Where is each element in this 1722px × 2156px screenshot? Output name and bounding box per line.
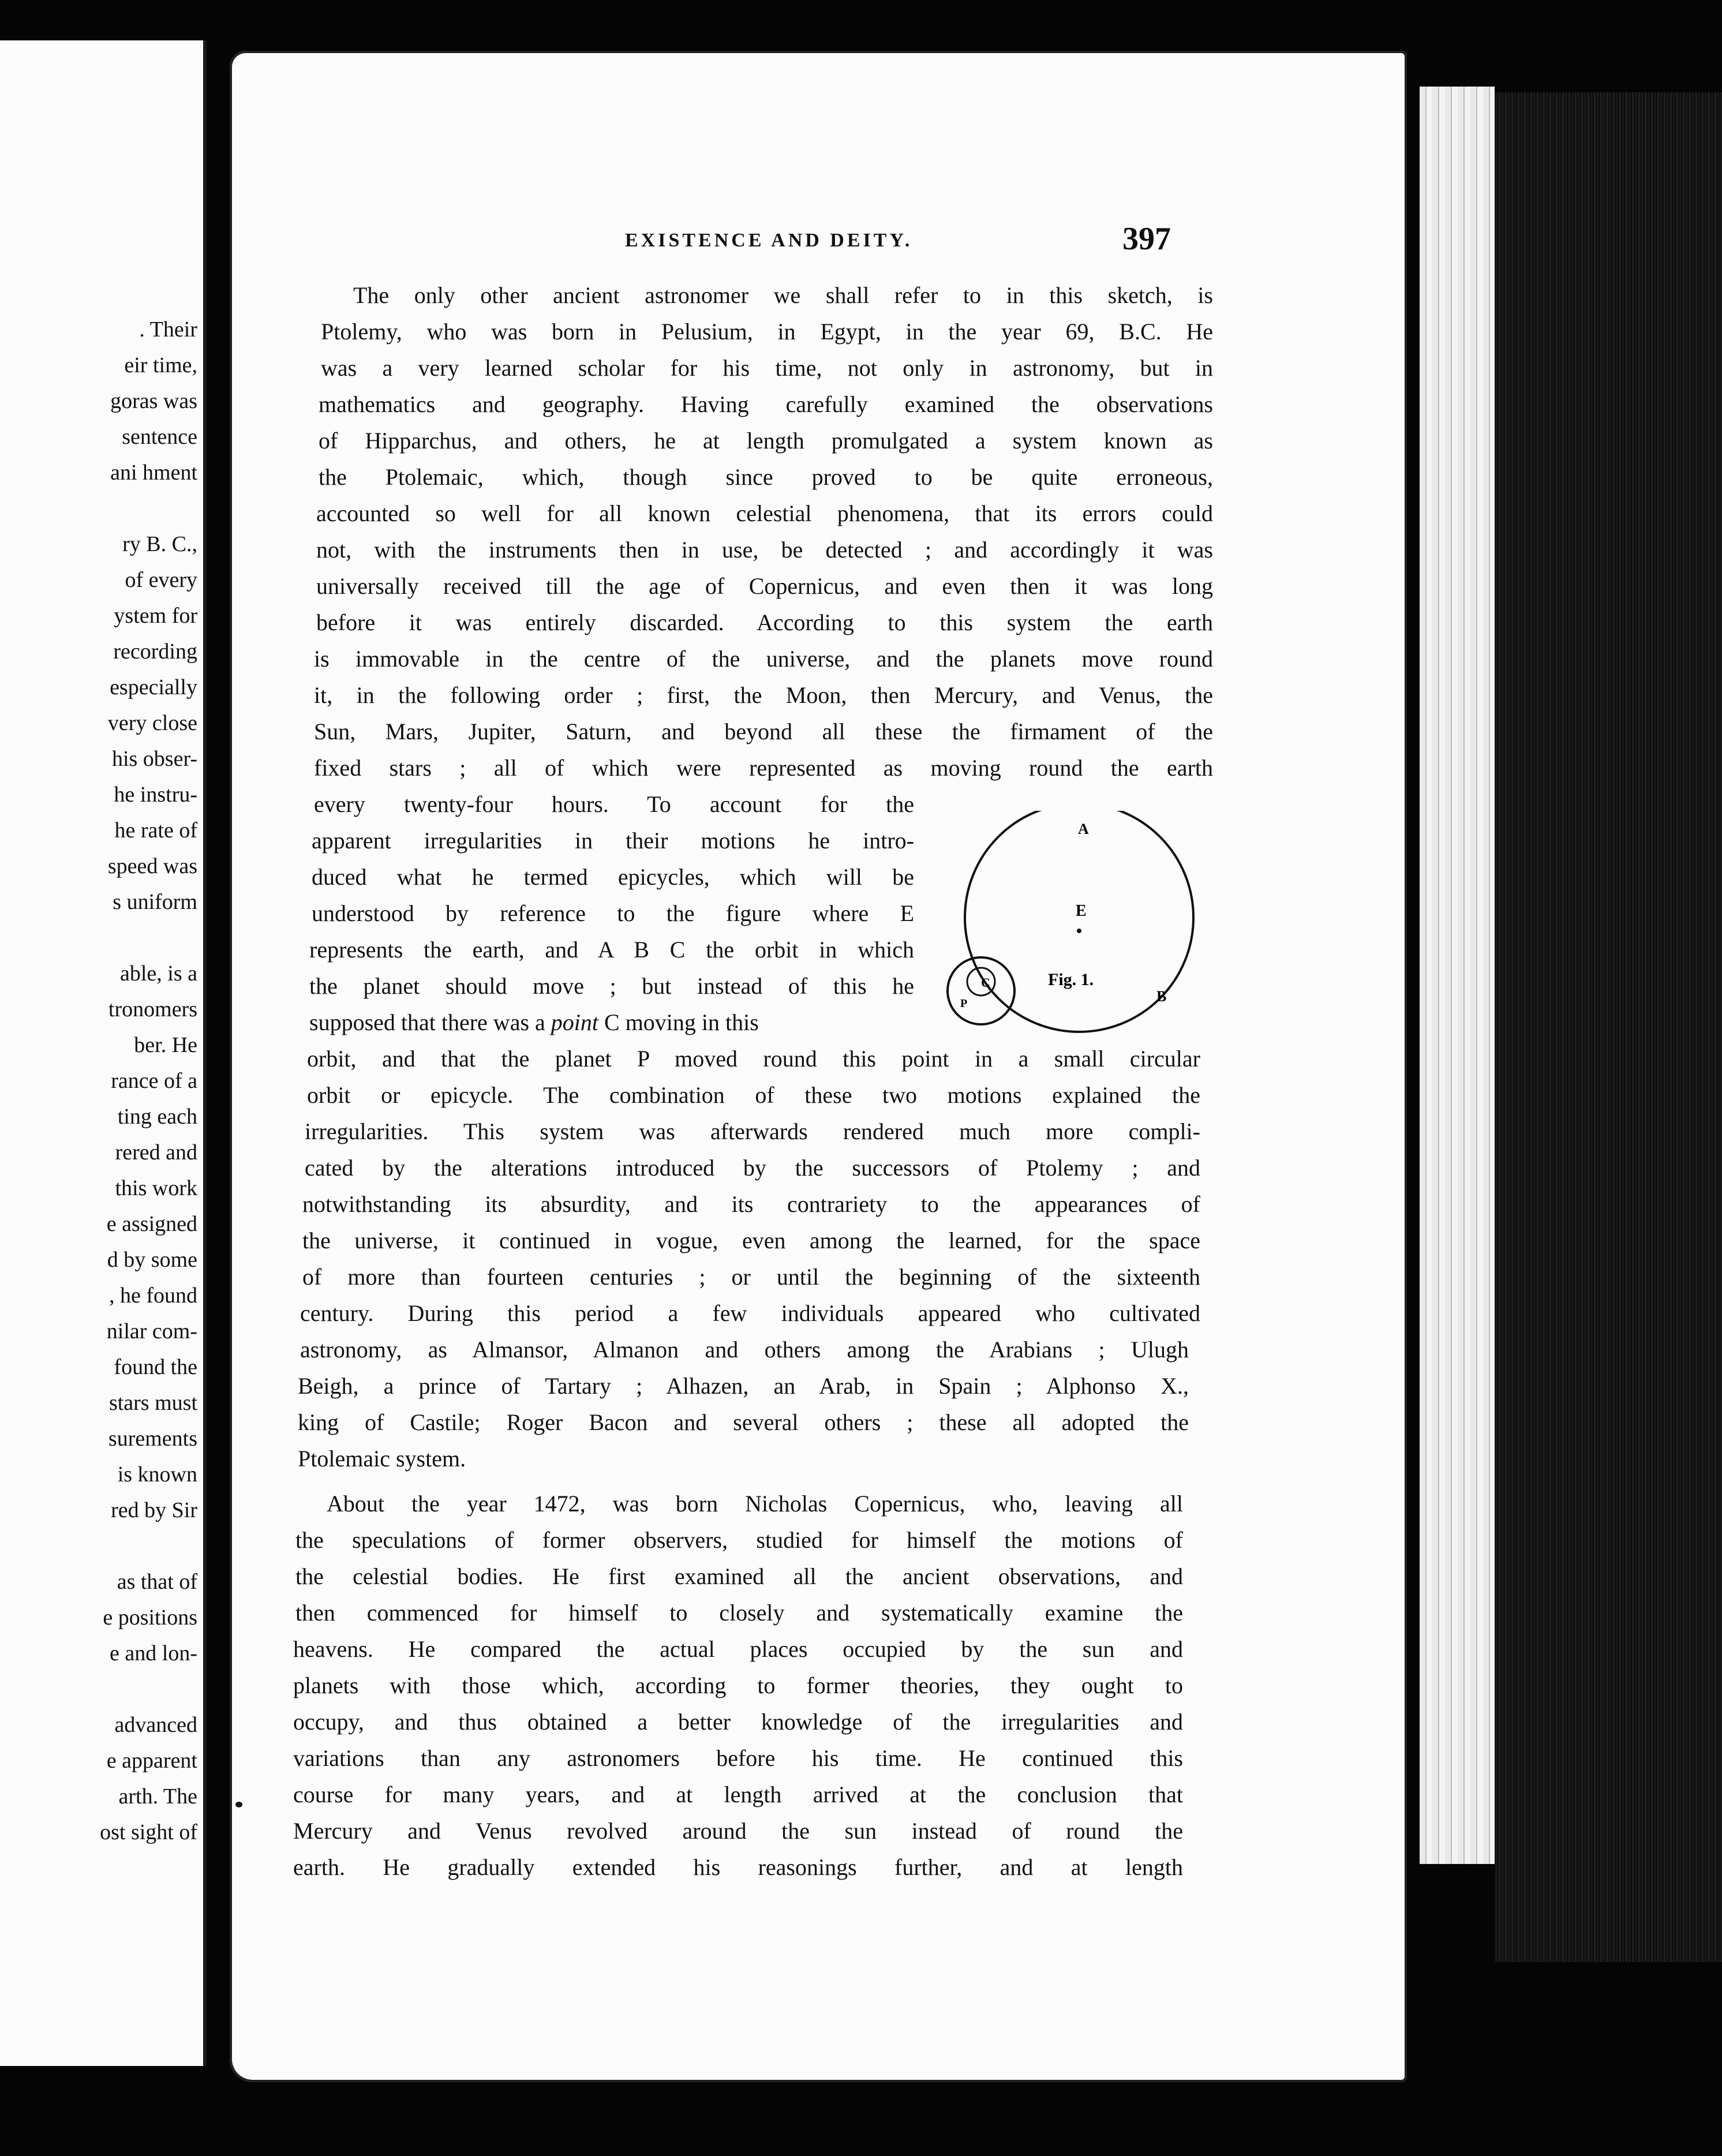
left-text-line: rered and — [115, 1140, 197, 1165]
left-text-line: surements — [108, 1427, 197, 1451]
running-title: EXISTENCE AND DEITY. — [625, 230, 913, 251]
text-line: variations than any astronomers before his time. He continued this — [293, 1745, 1183, 1771]
text-line: not, with the instruments then in use, be detected ; and accordingly it was — [316, 537, 1213, 563]
label-e: E — [1076, 902, 1087, 920]
text-line: orbit, and that the planet P moved round this point in a small circular — [307, 1046, 1200, 1072]
left-text-line: nilar com- — [106, 1319, 197, 1343]
text-line: duced what he termed epicycles, which will be — [312, 864, 914, 890]
left-text-line: eir time, — [124, 353, 197, 377]
page-edges — [1420, 87, 1495, 1864]
text-line: notwithstanding its absurdity, and its contrariety to the appearances of — [302, 1191, 1200, 1217]
left-text-line: ting each — [117, 1105, 197, 1129]
left-text-line: especially — [110, 675, 197, 699]
left-text-line: e positions — [103, 1605, 197, 1630]
text-line: the speculations of former observers, studied for himself the motions of — [295, 1527, 1183, 1553]
text-line: the planet should move ; but instead of this he — [309, 973, 914, 999]
text-line: every twenty-four hours. To account for the — [314, 791, 914, 817]
left-text-line: ry B. C., — [122, 532, 197, 556]
text-line: heavens. He compared the actual places occupied by the sun and — [293, 1636, 1183, 1662]
left-text-line: very close — [107, 711, 197, 735]
label-a: A — [1078, 821, 1089, 837]
left-text-line: tronomers — [108, 997, 197, 1021]
text-line: the Ptolemaic, which, though since proved to be quite erroneous, — [319, 464, 1213, 490]
text-line: course for many years, and at length arrived at the conclusion that — [293, 1781, 1183, 1807]
label-c: C — [981, 975, 990, 990]
italic-word: point — [551, 1009, 599, 1035]
text-line-with-italic — [309, 1011, 914, 1034]
text-line: then commenced for himself to closely and systematically examine the — [295, 1600, 1183, 1626]
left-text-line: he instru- — [114, 783, 197, 807]
text-line: cated by the alterations introduced by the successors of Ptolemy ; and — [305, 1155, 1200, 1181]
left-text-line: stars must — [108, 1391, 197, 1415]
label-b: B — [1156, 988, 1167, 1005]
text-line: understood by reference to the figure where E — [312, 900, 914, 926]
left-text-line: e apparent — [106, 1749, 197, 1773]
text-line: Ptolemaic system. — [298, 1446, 466, 1472]
left-page-fragment — [0, 40, 207, 2066]
earth-dot — [1077, 929, 1081, 933]
text-line: century. During this period a few individuals appeared who cultivated — [300, 1300, 1200, 1326]
text-line: is immovable in the centre of the universe, and the planets move round — [314, 646, 1213, 672]
text-line: the celestial bodies. He first examined all the ancient observations, and — [295, 1563, 1183, 1589]
left-text-line: d by some — [107, 1248, 197, 1272]
text-line: universally received till the age of Copernicus, and even then it was long — [316, 573, 1213, 599]
text-segment: supposed that there was a — [309, 1009, 545, 1035]
left-text-line: rance of a — [111, 1069, 197, 1093]
text-line: planets with those which, according to former theories, they ought to — [293, 1672, 1183, 1698]
text-line: of Hipparchus, and others, he at length promulgated a system known as — [319, 428, 1213, 454]
figure-caption: Fig. 1. — [1048, 970, 1094, 989]
stray-ink-mark — [235, 1802, 242, 1807]
text-line: About the year 1472, was born Nicholas Copernicus, who, leaving all — [327, 1491, 1183, 1517]
left-text-line: sentence — [122, 425, 197, 449]
text-line: astronomy, as Almansor, Almanon and others among the Arabians ; Ulugh — [300, 1337, 1189, 1363]
left-text-line: ystem for — [114, 604, 197, 628]
left-text-line: e and lon- — [110, 1641, 197, 1665]
left-text-line: , he found — [108, 1283, 197, 1308]
text-line: before it was entirely discarded. According to this system the earth — [316, 609, 1213, 635]
text-line: accounted so well for all known celestial phenomena, that its errors could — [316, 500, 1213, 526]
left-text-line: able, is a — [119, 961, 197, 986]
epicycle-figure — [946, 811, 1200, 1042]
text-line: Mercury and Venus revolved around the sun instead of round the — [293, 1818, 1183, 1844]
left-text-line: arth. The — [118, 1784, 197, 1809]
left-text-line: ost sight of — [100, 1820, 197, 1844]
text-line: the universe, it continued in vogue, even among the learned, for the space — [302, 1227, 1200, 1253]
text-segment: C moving in this — [604, 1009, 759, 1035]
left-text-line: s uniform — [113, 890, 197, 914]
text-line: mathematics and geography. Having carefully examined the observations — [319, 391, 1213, 417]
text-line: earth. He gradually extended his reasonings further, and at length — [293, 1854, 1183, 1880]
label-p: P — [960, 997, 968, 1010]
text-line: was a very learned scholar for his time, not only in astronomy, but in — [321, 355, 1213, 381]
text-line: irregularities. This system was afterwards rendered much more compli- — [305, 1118, 1200, 1144]
text-line: of more than fourteen centuries ; or until the beginning of the sixteenth — [302, 1264, 1200, 1290]
text-line: The only other ancient astronomer we shall refer to in this sketch, is — [353, 282, 1213, 308]
text-line: orbit or epicycle. The combination of these two motions explained the — [307, 1082, 1200, 1108]
left-text-line: ber. He — [134, 1033, 197, 1057]
left-text-line: this work — [115, 1176, 197, 1200]
page-number: 397 — [1122, 221, 1171, 257]
book-block-edge — [1495, 92, 1722, 1962]
left-text-line: goras was — [110, 389, 197, 413]
left-text-line: recording — [113, 639, 197, 664]
left-text-line: . Their — [139, 317, 197, 342]
text-line: Ptolemy, who was born in Pelusium, in Egypt, in the year 69, B.C. He — [321, 319, 1213, 345]
left-text-line: his obser- — [111, 747, 197, 771]
text-line: Sun, Mars, Jupiter, Saturn, and beyond all these the firmament of the — [314, 718, 1213, 744]
left-text-line: red by Sir — [111, 1498, 197, 1522]
text-line: it, in the following order ; first, the Moon, then Mercury, and Venus, the — [314, 682, 1213, 708]
text-line: fixed stars ; all of which were represented as moving round the earth — [314, 755, 1213, 781]
text-line: king of Castile; Roger Bacon and several others ; these all adopted the — [298, 1409, 1189, 1435]
text-line: represents the earth, and A B C the orbit in which — [309, 937, 914, 963]
left-text-line: as that of — [117, 1570, 197, 1594]
text-line: occupy, and thus obtained a better knowledge of the irregularities and — [293, 1709, 1183, 1735]
text-line: Beigh, a prince of Tartary ; Alhazen, an Arab, in Spain ; Alphonso X., — [298, 1373, 1189, 1399]
text-line: apparent irregularities in their motions he intro- — [312, 828, 914, 854]
left-text-line: found the — [114, 1355, 197, 1379]
left-text-line: speed was — [107, 854, 197, 878]
left-text-line: he rate of — [114, 818, 197, 843]
left-text-line: of every — [125, 568, 197, 592]
left-text-line: ani hment — [110, 461, 197, 485]
left-text-line: is known — [117, 1462, 197, 1487]
left-text-line: advanced — [114, 1713, 197, 1737]
left-text-line: e assigned — [106, 1212, 197, 1236]
